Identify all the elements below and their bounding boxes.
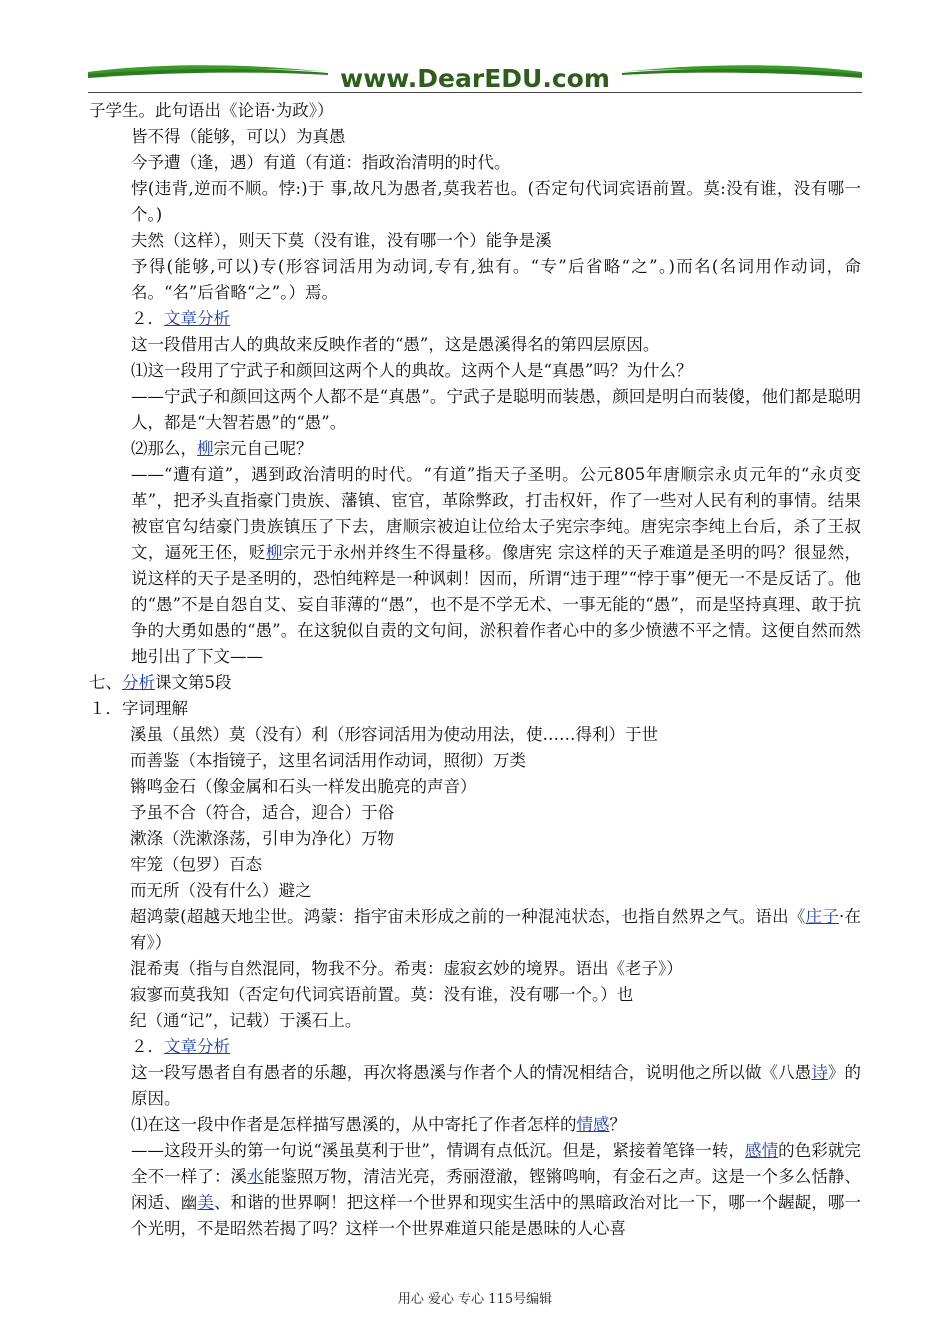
feeling-link[interactable]: 感情: [745, 1141, 779, 1160]
answer-paragraph: ——这段开头的第一句说“溪虽莫利于世”，情调有点低沉。但是，紧接着笔锋一转，感情的色彩就完全不一样了：溪水能鉴照万物，清洁光亮，秀丽澄澈，铿锵鸣响，有金石之声。这是一个多么恬静、闲适、幽美、和谐的世界啊！把这样一个世界和现实生活中的黑暗政治对比一下，哪一个龌龊，哪一个光明，不是昭然若揭了吗？这样一个世界难道只能是愚昧的人心喜: [131, 1141, 862, 1238]
beauty-link[interactable]: 美: [197, 1193, 214, 1212]
article-analysis-link[interactable]: 文章分析: [164, 1037, 230, 1056]
question-line: ⑵那么，柳宗元自己呢？: [131, 439, 313, 458]
section-heading: ２．文章分析: [131, 309, 230, 328]
emotion-link[interactable]: 情感: [576, 1115, 610, 1134]
text-line: 夫然（这样），则天下莫（没有谁，没有哪一个）能争是溪: [131, 231, 552, 250]
vocab-line: 寂寥而莫我知（否定句代词宾语前置。莫：没有谁，没有哪一个。）也: [130, 985, 634, 1004]
poem-link[interactable]: 诗: [811, 1063, 828, 1082]
question-line: ⑴在这一段中作者是怎样描写愚溪的，从中寄托了作者怎样的情感？: [131, 1115, 626, 1134]
document-body: [89, 98, 861, 1242]
page-footer: 用心 爱心 专心 115号编辑: [397, 1292, 553, 1307]
article-analysis-link[interactable]: 文章分析: [164, 309, 230, 328]
text-line: 今予遭（逢，遇）有道（有道：指政治清明的时代。: [131, 153, 511, 172]
question-line: ⑴这一段用了宁武子和颜回这两个人的典故。这两个人是“真愚”吗？为什么？: [131, 361, 693, 380]
paragraph: 悖(违背,逆而不顺。悖:)于 事,故凡为愚者,莫我若也。(否定句代词宾语前置。莫:没有谁，没有哪一个。): [131, 179, 861, 224]
text-line: 皆不得（能够，可以）为真愚: [131, 127, 346, 146]
vocab-line: 而善鉴（本指镜子，这里名词活用作动词，照彻）万类: [130, 751, 526, 770]
answer-paragraph: ——宁武子和颜回这两个人都不是“真愚”。宁武子是聪明而装愚，颜回是明白而装傻，他们都是聪明人，都是“大智若愚”的“愚”。: [131, 387, 861, 432]
subsection-heading: １．字词理解: [89, 699, 188, 718]
vocab-line: 混希夷（指与自然混同，物我不分。希夷：虚寂玄妙的境界。语出《老子》）: [130, 959, 683, 978]
vocab-line: 而无所（没有什么）避之: [130, 881, 312, 900]
vocab-line: 牢笼（包罗）百态: [130, 855, 262, 874]
liu-link[interactable]: 柳: [265, 543, 283, 562]
header-rule: [88, 92, 862, 93]
text-line: 子学生。此句语出《论语·为政》）: [89, 101, 334, 120]
vocab-line: 超鸿蒙(超越天地尘世。鸿蒙：指宇宙未形成之前的一种混沌状态，也指自然界之气。语出《庄子·在宥》）: [130, 907, 862, 952]
answer-paragraph: ——“遭有道”，遇到政治清明的时代。“有道”指天子圣明。公元805年唐顺宗永贞元年的“永贞变革”，把矛头直指豪门贵族、藩镇、宦官，革除弊政，打击权奸，作了一些对人民有利的事情。结果被宦官勾结豪门贵族镇压了下去，唐顺宗被迫让位给太子宪宗李纯。唐宪宗李纯上台后，杀了王叔文，逼死王伾，贬柳宗元于永州并终生不得量移。像唐宪 宗这样的天子难道是圣明的吗？很显然，说这样的天子是圣明的，恐怕纯粹是一种讽刺！因而，所谓“违于理”“悖于事”便无一不是反话了。他的“愚”不是自怨自艾、妄自菲薄的“愚”，也不是不学无术、一事无能的“愚”，而是坚持真理、敢于抗争的大勇如愚的“愚”。在这貌似自责的文句间，淤积着作者心中的多少愤懑不平之情。这便自然而然地引出了下文——: [131, 465, 862, 666]
text-line: 这一段借用古人的典故来反映作者的“愚”，这是愚溪得名的第四层原因。: [131, 335, 660, 354]
site-header: [88, 58, 862, 92]
paragraph: 这一段写愚者自有愚者的乐趣，再次将愚溪与作者个人的情况相结合，说明他之所以做《八愚诗》的原因。: [131, 1063, 862, 1108]
vocab-line: 溪虽（虽然）莫（没有）利（形容词活用为使动用法，使……得利）于世: [130, 725, 658, 744]
vocab-line: 予虽不合（符合，适合，迎合）于俗: [130, 803, 394, 822]
vocab-line: 纪（通“记”，记载）于溪石上。: [130, 1011, 362, 1030]
liu-link[interactable]: 柳: [197, 439, 214, 458]
analysis-link[interactable]: 分析: [122, 673, 155, 692]
vocab-line: 漱涤（洗漱涤荡，引申为净化）万物: [130, 829, 394, 848]
water-link[interactable]: 水: [247, 1167, 264, 1186]
zhuangzi-link[interactable]: 庄子: [805, 907, 840, 926]
site-logo-text[interactable]: www.DearEDU.com: [340, 64, 610, 93]
section-heading: 七、分析课文第5段: [89, 673, 232, 692]
section-heading: ２．文章分析: [131, 1037, 230, 1056]
paragraph: 予得(能够,可以)专(形容词活用为动词,专有,独有。“专”后省略“之”。)而名(名词用作动词，命名。“名”后省略“之”。）焉。: [131, 257, 861, 302]
vocab-line: 锵鸣金石（像金属和石头一样发出脆亮的声音）: [130, 777, 477, 796]
